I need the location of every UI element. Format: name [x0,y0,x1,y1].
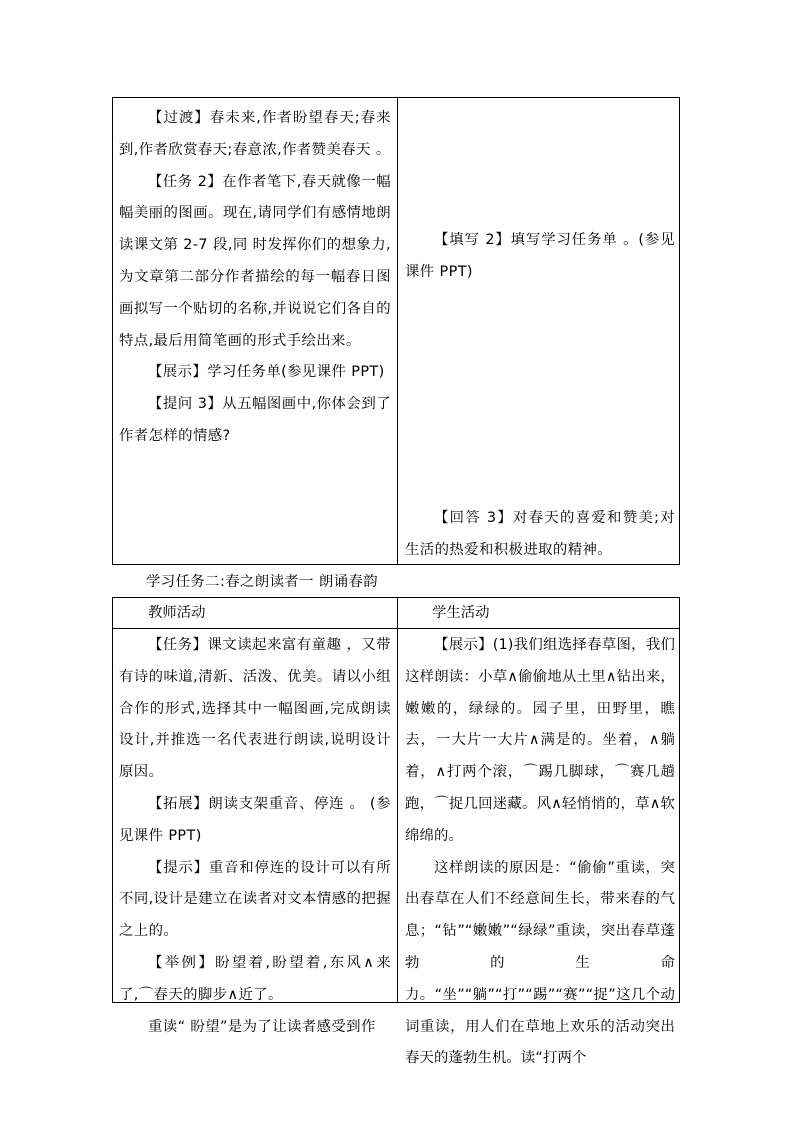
student-answer-cell [405,503,675,567]
example-paragraph: 【举例】盼望着,盼望着,东风∧来了,⌒春天的脚步∧近了。 [119,954,391,1003]
student-activity-header: 学生活动 [432,605,490,621]
display-paragraph: 【展示】学习任务单(参见课件 PPT) [148,364,385,381]
display-reading-paragraph: 【展示】(1)我们组选择春草图，我们这样朗读：小草∧偷偷地从土里∧钻出来，嫩嫩的，绿绿的。园子里，田野里，瞧去，一大片一大片∧满是的。坐着，∧躺着，∧打两个滚，⌒踢几脚球，⌒赛几趟跑，⌒捉几回迷藏。风∧轻悄悄的，草∧软绵绵的。 [405,637,675,844]
student-activity-cell [405,630,675,1075]
task-2-paragraph: 【任务 2】在作者笔下,春天就像一幅幅美丽的图画。现在,请同学们有感情地朗读课文第 2-7 段,同 时发挥你们的想象力,为文章第二部分作者描绘的每一幅春日图画拟写一个贴切的名称,并说说它们各自的特点,最后用简笔画的形式手绘出来。 [119,173,391,349]
section-caption: 学习任务二:春之朗读者一 朗诵春韵 [146,574,379,590]
activity-table-2 [112,597,680,1067]
answer-3-paragraph: 【回答 3】对春天的喜爱和赞美;对生活的热爱和积极进取的精神。 [405,510,675,558]
task-paragraph: 【任务】课文读起来富有童趣 ，又带有诗的味道,清新、活泼、优美。请以小组合作的形式,选择其中一幅图画,完成朗读设计,并推选一名代表进行朗读,说明设计原因。 [119,637,391,781]
question-3-paragraph: 【提问 3】从五幅图画中,你体会到了作者怎样的情感? [119,396,391,444]
stress-explanation-paragraph: 重读“ 盼望”是为了让读者感受到作 [148,1018,376,1035]
transition-paragraph: 【过渡】春未来,作者盼望春天;春来到,作者欣赏春天;春意浓,作者赞美春天 。 [119,110,391,158]
teacher-activity-cell [119,103,391,453]
extension-paragraph: 【拓展】朗读支架重音、停连 。 (参见课件 PPT) [119,795,391,844]
fill-2-paragraph: 【填写 2】填写学习任务单 。(参见课件 PPT) [405,232,675,280]
column-divider [397,98,398,564]
column-divider [397,598,398,1002]
hint-paragraph: 【提示】重音和停连的设计可以有所不同,设计是建立在读者对文本情感的把握之上的。 [119,859,391,940]
student-fill-cell [405,225,675,289]
reading-reason-paragraph: 这样朗读的原因是：“偷偷”重读，突出春草在人们不经意间生长，带来春的气息；“钻”“嫩嫩”“绿绿”重读，突出春草蓬勃的生命力。“坐”“躺”“打”“踢”“赛”“捉”这几个动词重读，用人们在草地上欢乐的活动突出春天的蓬勃生机。读“打两个 [405,859,675,1067]
activity-table-1 [112,97,680,565]
teacher-activity-header: 教师活动 [148,605,206,621]
teacher-activity-cell [119,630,391,1043]
